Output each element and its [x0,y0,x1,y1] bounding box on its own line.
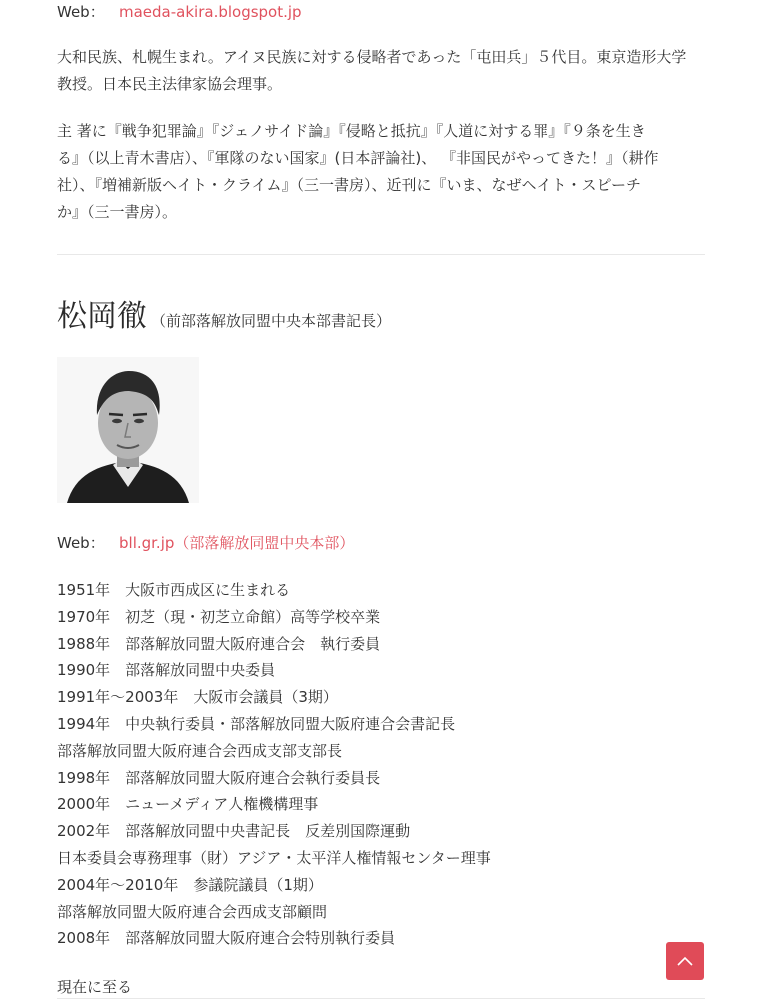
maeda-bio-line: 教授。日本民主法律家協会理事。 [57,75,283,93]
maeda-web-row [57,0,705,24]
history-item: 1970年 初芝（現・初芝立命館）高等学校卒業 [57,607,381,626]
history-item: 2004年～2010年 参議院議員（1期） [57,875,323,894]
maeda-works [57,118,705,226]
history-item: 部落解放同盟大阪府連合会西成支部顧問 [57,902,328,921]
maeda-bio [57,44,705,98]
history-item: 1998年 部落解放同盟大阪府連合会執行委員長 [57,768,381,787]
history-item: 2000年 ニューメディア人権機構理事 [57,795,319,814]
maeda-works-line: 主 著に『戦争犯罪論』『ジェノサイド論』『侵略と抵抗』『人道に対する罪』『９条を生き [57,122,646,140]
person-title: （前部落解放同盟中央本部書記長） [151,312,392,330]
bottom-divider [57,998,705,999]
scroll-to-top-button[interactable] [666,942,704,980]
history-item: 1988年 部落解放同盟大阪府連合会 執行委員 [57,634,381,653]
history-item: 1990年 部落解放同盟中央委員 [57,661,276,680]
maeda-bio-line: 大和民族、札幌生まれ。アイヌ民族に対する侵略者であった「屯田兵」５代目。東京造形大学 [57,48,687,66]
matsuoka-web-label: Web： [57,534,105,552]
maeda-works-line: か』（三一書房）。 [57,203,178,221]
main-content [57,0,705,1001]
maeda-web-link[interactable]: maeda-akira.blogspot.jp [119,3,302,21]
maeda-works-line: 社）、『増補新版ヘイト・クライム』（三一書房）、近刊に『いま、なぜヘイト・スピーチ [57,176,641,194]
history-item: 1951年 大阪市西成区に生まれる [57,581,291,599]
history-item: 1991年～2003年 大阪市会議員（3期） [57,688,338,707]
history-item: 部落解放同盟大阪府連合会西成支部支部長 [57,741,343,760]
history-item: 2008年 部落解放同盟大阪府連合会特別執行委員 [57,929,396,948]
chevron-up-icon [677,956,693,966]
person-heading [57,291,705,335]
history-item: 1994年 中央執行委員・部落解放同盟大阪府連合会書記長 [57,714,456,733]
maeda-works-line: る』（以上青木書店）、『軍隊のない国家』(日本評論社)、 『非国民がやってきた！』（耕作 [57,149,659,167]
person-name: 松岡徹 [57,299,147,334]
maeda-web-label: Web： [57,3,105,21]
portrait-image [57,357,199,503]
history-item: 日本委員会専務理事（財）アジア・太平洋人権情報センター理事 [57,848,491,867]
matsuoka-web-row [57,531,705,555]
current-status: 現在に至る [57,978,133,997]
person-photo [57,357,199,503]
career-history [57,577,705,952]
history-item: 2002年 部落解放同盟中央書記長 反差別国際運動 [57,822,411,841]
matsuoka-web-link[interactable]: bll.gr.jp（部落解放同盟中央本部） [119,534,355,552]
